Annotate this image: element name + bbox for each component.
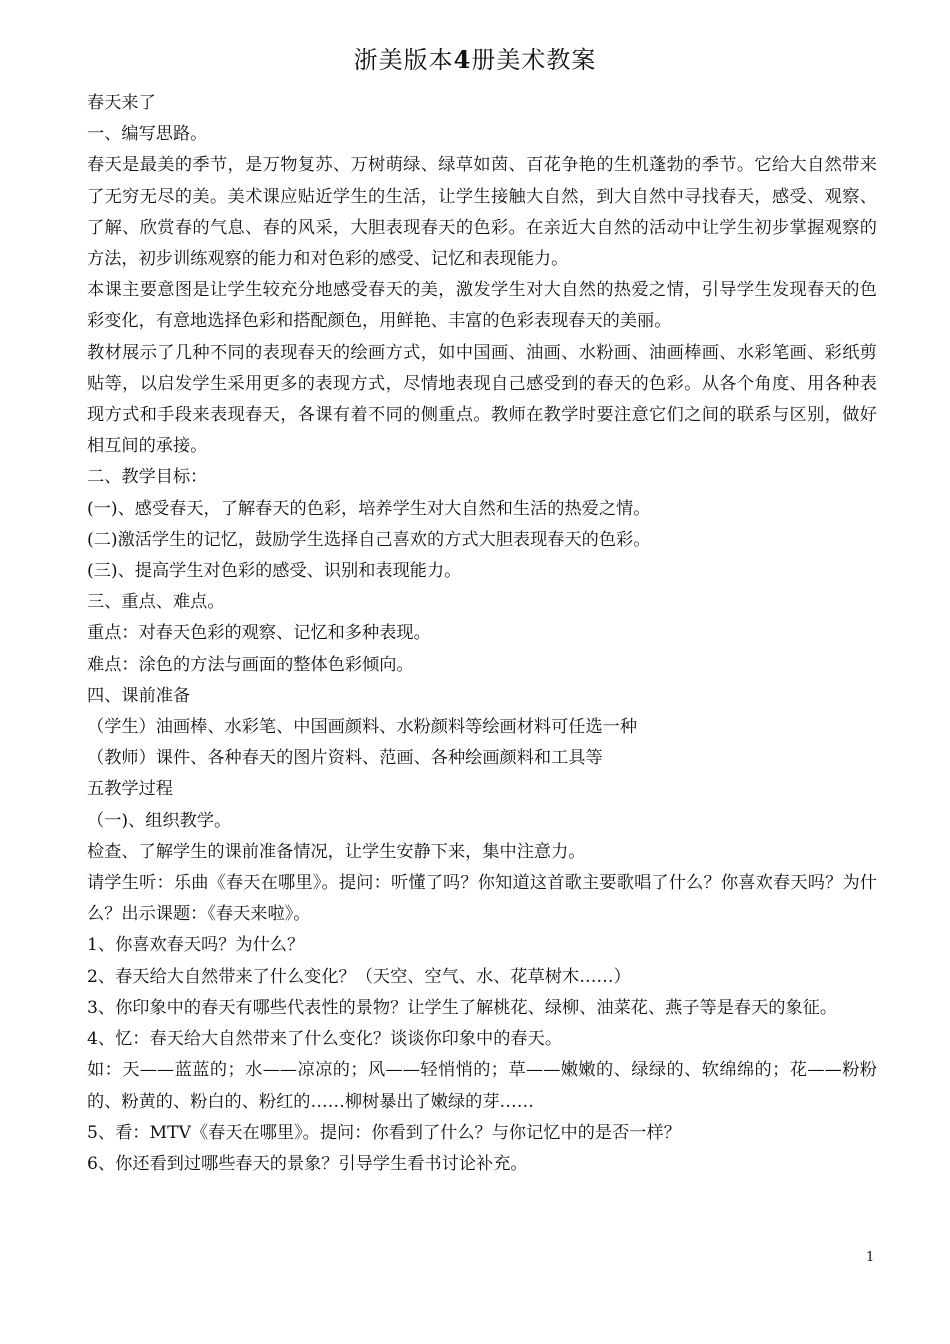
objective-item: (一)、感受春天，了解春天的色彩，培养学生对大自然和生活的热爱之情。 [87, 498, 651, 519]
list-item: 6、你还看到过哪些春天的景象？引导学生看书讨论补充。 [87, 1153, 528, 1174]
list-item: 4、忆：春天给大自然带来了什么变化？谈谈你印象中的春天。 [87, 1029, 563, 1050]
paragraph: 教材展示了几种不同的表现春天的绘画方式，如中国画、油画、水粉画、油画棒画、水彩笔画、彩纸剪贴等，以启发学生采用更多的表现方式，尽情地表现自己感受到的春天的色彩。从各个角度、用各种表现方式和手段来表现春天，各课有着不同的侧重点。教师在教学时要注意它们之间的联系与区别，做好相互间的承接。 [87, 342, 877, 457]
title-prefix: 浙美版本 [353, 46, 454, 74]
document-body [87, 88, 877, 1180]
list-item: 1、你喜欢春天吗？为什么？ [87, 935, 305, 956]
page-number: 1 [866, 1250, 875, 1265]
title-suffix: 册美术教案 [471, 46, 597, 74]
section-heading: 二、教学目标： [87, 467, 208, 488]
paragraph: 难点：涂色的方法与画面的整体色彩倾向。 [87, 654, 414, 675]
objective-item: (三)、提高学生对色彩的感受、识别和表现能力。 [87, 561, 462, 582]
paragraph: 本课主要意图是让学生较充分地感受春天的美，激发学生对大自然的热爱之情，引导学生发现春天的色彩变化，有意地选择色彩和搭配颜色，用鲜艳、丰富的色彩表现春天的美丽。 [87, 280, 877, 332]
paragraph: 请学生听：乐曲《春天在哪里》。提问：听懂了吗？你知道这首歌主要歌唱了什么？你喜欢春天吗？为什么？出示课题：《春天来啦》。 [87, 873, 877, 925]
lesson-title: 春天来了 [87, 93, 156, 113]
section-heading: 四、课前准备 [87, 685, 191, 706]
paragraph: 春天是最美的季节，是万物复苏、万树萌绿、绿草如茵、百花争艳的生机蓬勃的季节。它给大自然带来了无穷无尽的美。美术课应贴近学生的生活，让学生接触大自然，到大自然中寻找春天，感受、观察、了解、欣赏春的气息、春的风采，大胆表现春天的色彩。在亲近大自然的活动中让学生初步掌握观察的方法，初步训练观察的能力和对色彩的感受、记忆和表现能力。 [87, 155, 877, 270]
paragraph: （教师）课件、各种春天的图片资料、范画、各种绘画颜料和工具等 [87, 748, 603, 769]
paragraph: 如：天——蓝蓝的；水——凉凉的；风——轻悄悄的；草——嫩嫩的、绿绿的、软绵绵的；花——粉粉的、粉黄的、粉白的、粉红的……柳树暴出了嫩绿的芽…… [87, 1060, 877, 1112]
paragraph: 重点：对春天色彩的观察、记忆和多种表现。 [87, 623, 431, 644]
section-heading: 五教学过程 [87, 779, 173, 800]
paragraph: 检查、了解学生的课前准备情况，让学生安静下来，集中注意力。 [87, 841, 586, 862]
document-title [0, 44, 950, 76]
paragraph: （学生）油画棒、水彩笔、中国画颜料、水粉颜料等绘画材料可任选一种 [87, 717, 638, 738]
objective-item: (二)激活学生的记忆，鼓励学生选择自己喜欢的方式大胆表现春天的色彩。 [87, 529, 651, 550]
title-volume-number: 4 [453, 45, 472, 74]
list-item: 5、看：MTV《春天在哪里》。提问：你看到了什么？与你记忆中的是否一样？ [87, 1122, 681, 1143]
section-heading: 一、编写思路。 [87, 124, 208, 145]
subsection-heading: （一)、组织教学。 [87, 810, 232, 831]
list-item: 2、春天给大自然带来了什么变化？（天空、空气、水、花草树木……） [87, 966, 631, 987]
list-item: 3、你印象中的春天有哪些代表性的景物？让学生了解桃花、绿柳、油菜花、燕子等是春天的象征。 [87, 997, 838, 1018]
section-heading: 三、重点、难点。 [87, 592, 225, 613]
